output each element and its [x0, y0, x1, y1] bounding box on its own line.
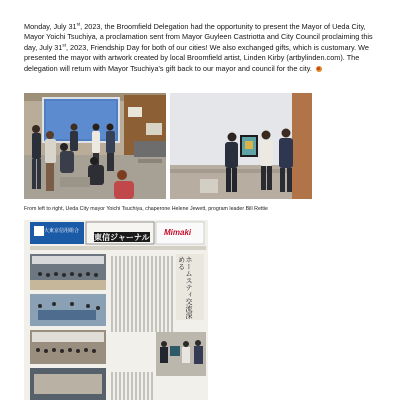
newspaper-clipping: [24, 220, 208, 400]
photo-caption: From left to right, Ueda City mayor Yoichi Tsuchiya, chaperone Helene Jewett, program leader Bill Rettie: [24, 206, 268, 212]
article-text-3: , 2023, Friendship Day for both of our cities! We also exchanged gifts, which is customary. We presented the mayor with artwork created by local Broomfield artist, Linden Kirby (artbylinden.com). The delegation will return with Mayor Tsuchiya's gift back to our mayor and council for the city.: [24, 42, 369, 73]
newspaper-masthead: 東信ジャーナル: [94, 233, 150, 242]
newspaper-ad-text: 大東京信用組合: [44, 228, 80, 234]
article-paragraph: [24, 22, 376, 74]
ordinal-suffix: st: [76, 21, 81, 27]
ordinal-suffix: st: [62, 42, 66, 48]
article-text-2: , 2023, the Broomfield Delegation had the opportunity to present the Mayor of Ueda City, Mayor Yoichi Tsuchiya, a proclamation sent from Mayor Guyleen Castriotta and City Council proclaiming this day, July 31: [24, 22, 373, 52]
newspaper-headline: ホームスティ交流深める: [177, 256, 193, 319]
smile-emoji-icon: [316, 66, 322, 72]
article-text-1: Monday, July 31: [24, 22, 77, 31]
meeting-room-photo: [24, 93, 166, 199]
newspaper-brand: Mimaki: [164, 228, 192, 237]
gift-exchange-photo: [170, 93, 312, 199]
